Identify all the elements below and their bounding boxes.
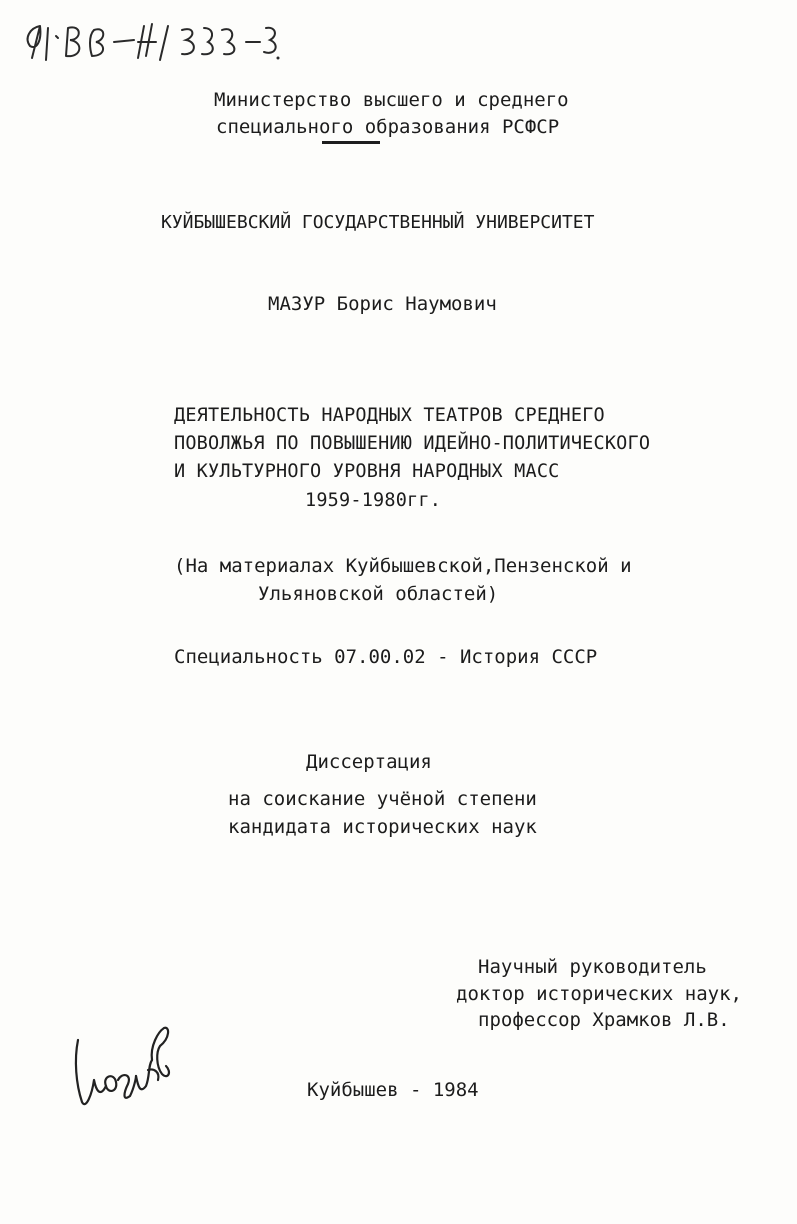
archive-call-number-handwritten — [10, 6, 290, 66]
ministry-line-1: Министерство высшего и среднего — [214, 89, 569, 111]
degree-line-2: кандидата исторических наук — [228, 816, 537, 838]
author-signature — [60, 1010, 180, 1120]
specialty: Специальность 07.00.02 - История СССР — [174, 646, 598, 668]
dissertation-title-line-2: ПОВОЛЖЬЯ ПО ПОВЫШЕНИЮ ИДЕЙНО-ПОЛИТИЧЕСКОГО — [174, 433, 651, 454]
materials-line-1: (На материалах Куйбышевской,Пензенской и — [174, 555, 632, 577]
ministry-line-2: специального образования РСФСР — [216, 116, 560, 138]
dissertation-years: 1959-1980гг. — [305, 490, 442, 511]
supervisor-line-1: Научный руководитель — [478, 956, 707, 978]
dissertation-title-line-3: И КУЛЬТУРНОГО УРОВНЯ НАРОДНЫХ МАСС — [174, 461, 560, 482]
dissertation-label: Диссертация — [306, 751, 432, 773]
university-name: КУЙБЫШЕВСКИЙ ГОСУДАРСТВЕННЫЙ УНИВЕРСИТЕТ — [161, 212, 595, 233]
divider-rule — [322, 141, 380, 144]
author-name: МАЗУР Борис Наумович — [268, 293, 497, 315]
degree-line-1: на соискание учёной степени — [228, 788, 537, 810]
supervisor-line-2: доктор исторических наук, — [456, 983, 742, 1005]
supervisor-line-3: профессор Храмков Л.В. — [478, 1009, 730, 1031]
dissertation-title-line-1: ДЕЯТЕЛЬНОСТЬ НАРОДНЫХ ТЕАТРОВ СРЕДНЕГО — [174, 405, 605, 426]
city-year: Куйбышев - 1984 — [307, 1079, 479, 1101]
materials-line-2: Ульяновской областей) — [258, 583, 499, 605]
